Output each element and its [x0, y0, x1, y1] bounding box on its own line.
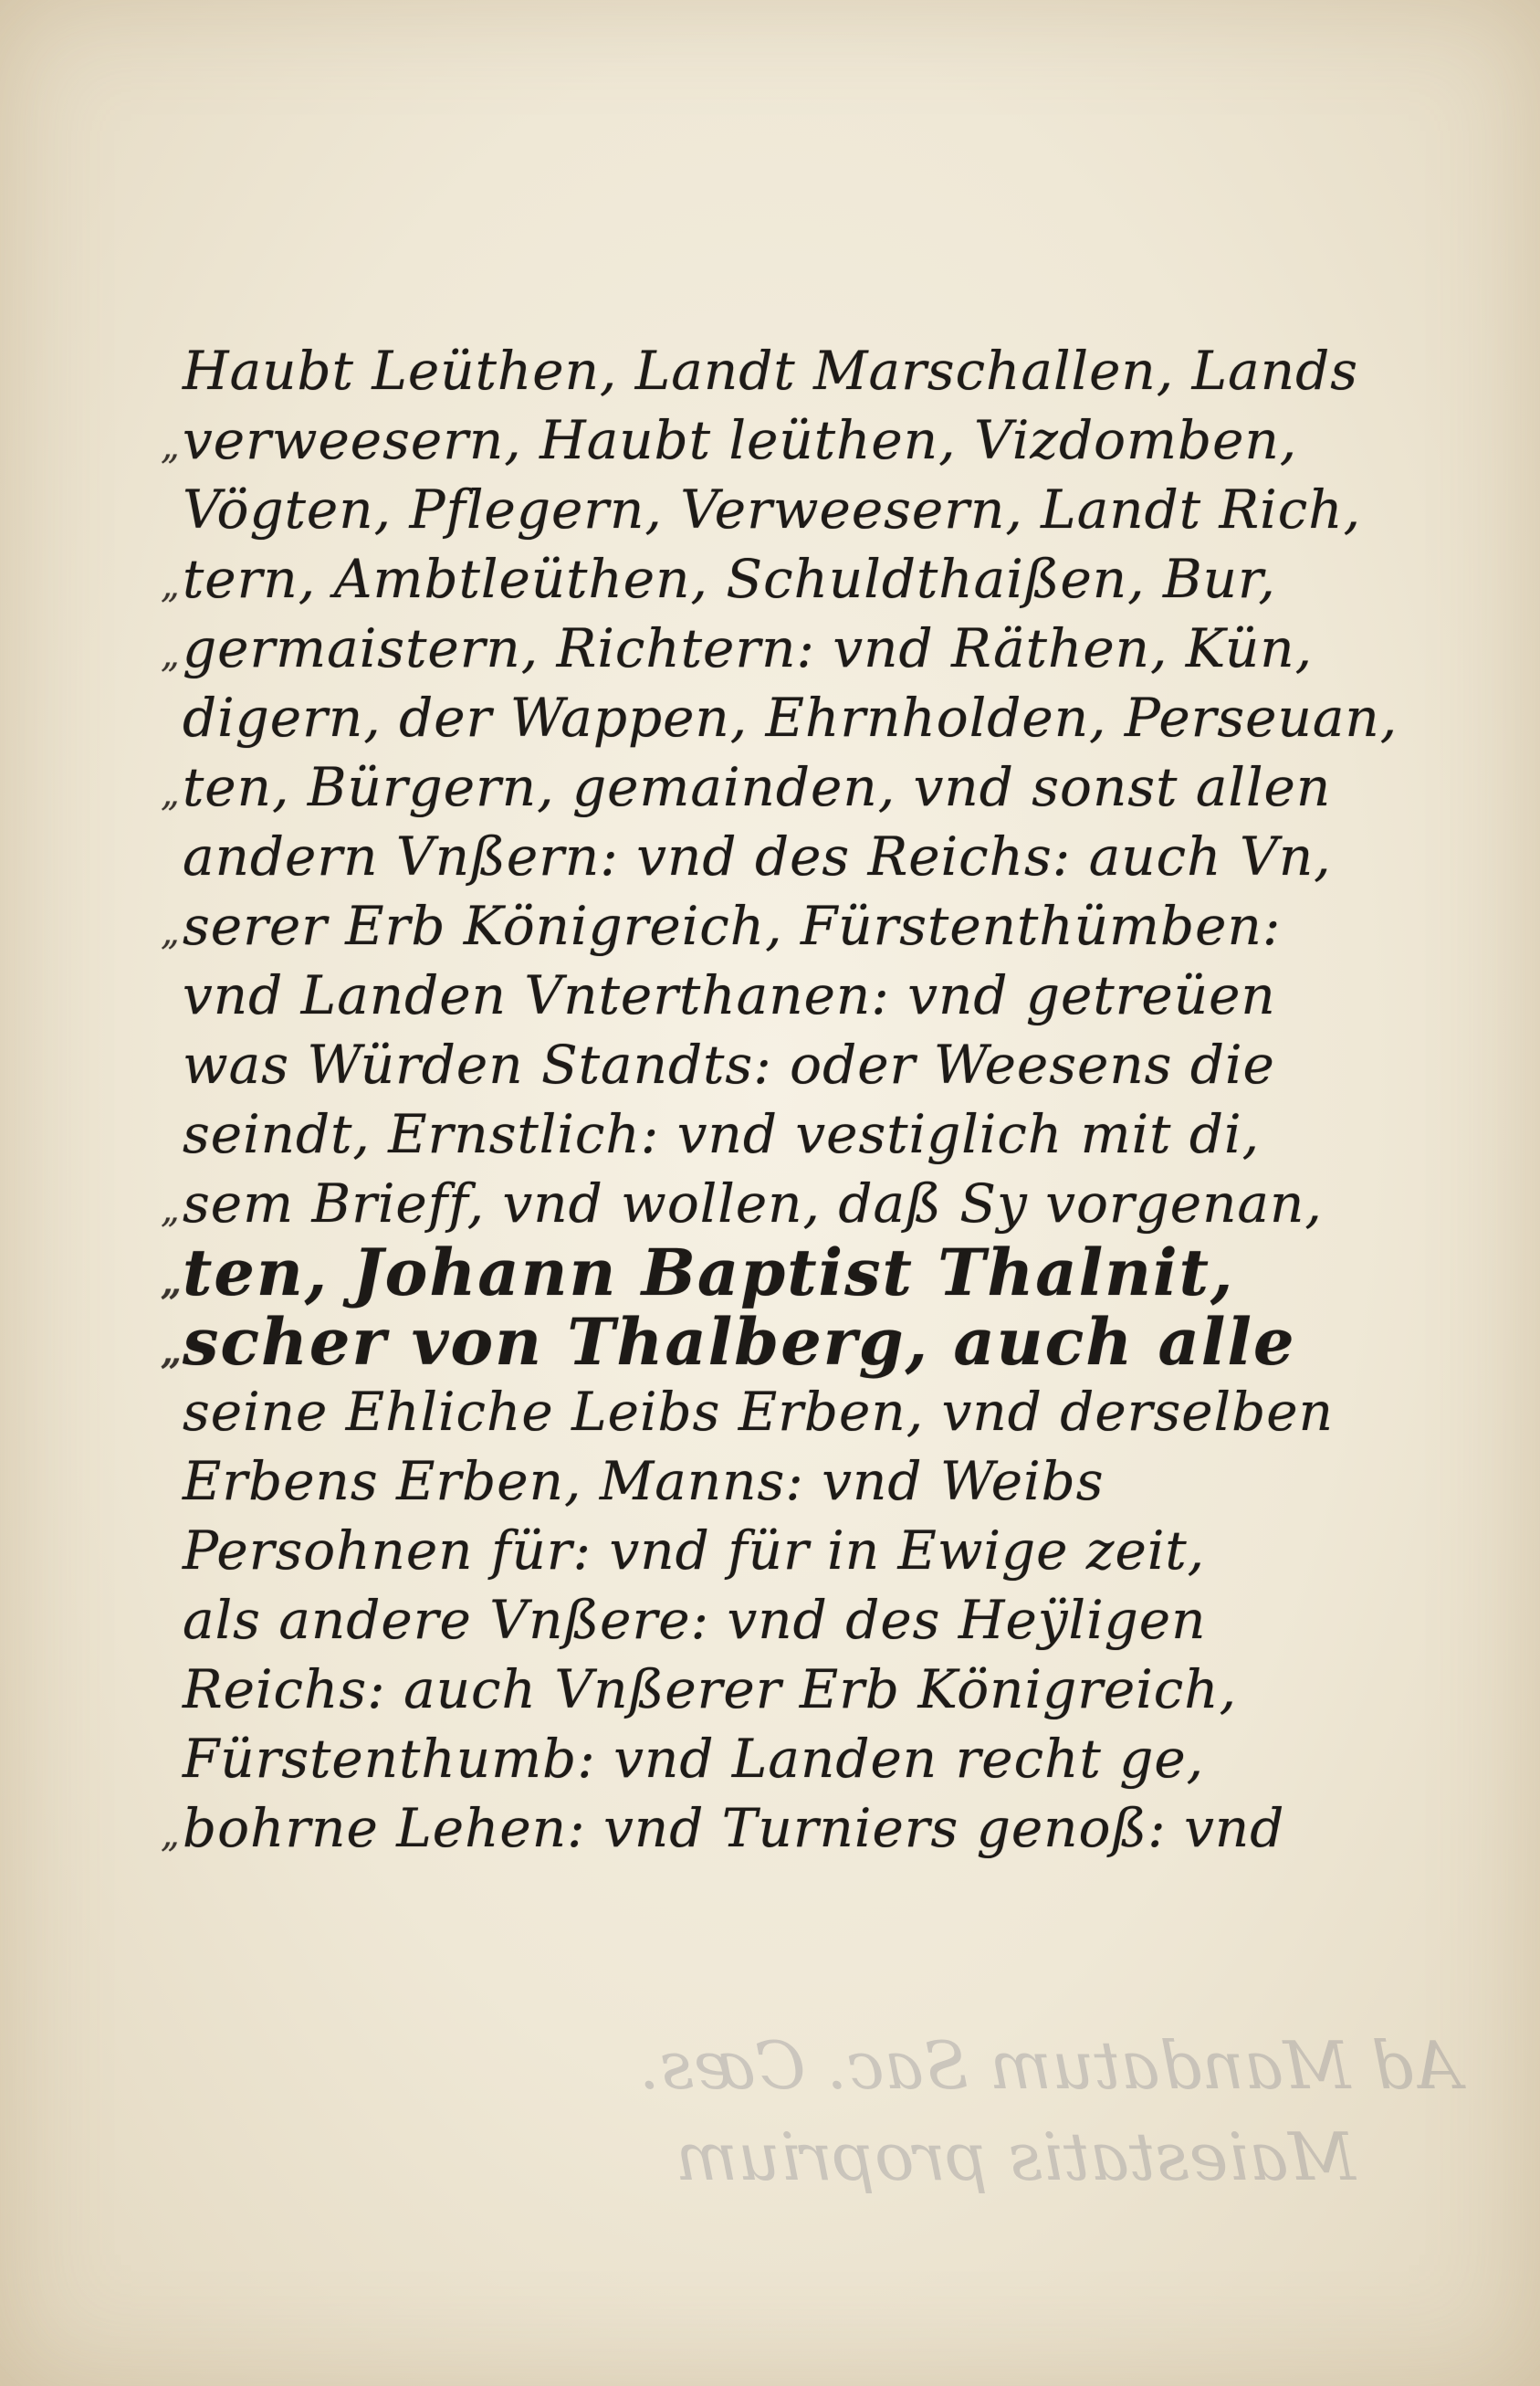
line-text: Reichs: auch Vnßerer Erb Königreich, [183, 1658, 1238, 1720]
line-text: Fürstenthumb: vnd Landen recht ge, [183, 1728, 1205, 1790]
name-line: „scher von Thalberg, auch alle [161, 1304, 1296, 1380]
text-line [183, 1099, 1369, 1169]
line-text: seindt, Ernstlich: vnd vestiglich mit di, [183, 1103, 1261, 1165]
calligraphy-text-block [161, 336, 1399, 1863]
text-line: „serer Erb Königreich, Fürstenthümben: [161, 895, 1282, 957]
show-through-line-1: Ad Mandatum Sac. Cæs. [639, 2027, 1461, 2104]
text-line [183, 1724, 1369, 1793]
show-through-reverse-text [566, 1890, 1534, 2347]
text-line: „sem Brieff, vnd wollen, daß Sy vorgenan, [161, 1172, 1323, 1235]
line-text: Haubt Leüthen, Landt Marschallen, Lands [183, 340, 1358, 402]
line-text: serer Erb Königreich, Fürstenthümben: [183, 895, 1282, 957]
line-text: tern, Ambtleüthen, Schuldthaißen, Bur, [183, 548, 1276, 610]
line-text: Vögten, Pflegern, Verweesern, Landt Rich, [183, 478, 1362, 541]
line-text: als andere Vnßere: vnd des Heÿligen [183, 1589, 1207, 1651]
show-through-line-2: Maiestatis proprium [676, 2118, 1356, 2195]
text-line [183, 1516, 1369, 1585]
text-line [183, 1446, 1369, 1516]
text-line [183, 1377, 1369, 1446]
line-text: seine Ehliche Leibs Erben, vnd derselben [183, 1381, 1334, 1443]
text-line: „tern, Ambtleüthen, Schuldthaißen, Bur, [161, 548, 1276, 610]
line-text: scher von Thalberg, auch alle [183, 1304, 1296, 1380]
line-text: Erbens Erben, Manns: vnd Weibs [183, 1450, 1105, 1512]
line-text: was Würden Standts: oder Weesens die [183, 1034, 1275, 1096]
line-text: Persohnen für: vnd für in Ewige zeit, [183, 1519, 1206, 1582]
text-line [183, 822, 1369, 891]
text-line [183, 475, 1369, 544]
text-line [183, 961, 1369, 1030]
line-text: bohrne Lehen: vnd Turniers genoß: vnd [183, 1797, 1285, 1859]
text-line: „germaistern, Richtern: vnd Räthen, Kün, [161, 617, 1314, 679]
line-text: ten, Johann Baptist Thalnit, [183, 1235, 1235, 1310]
text-line [183, 1655, 1369, 1724]
line-text: ten, Bürgern, gemainden, vnd sonst allen [183, 756, 1332, 818]
line-text: sem Brieff, vnd wollen, daß Sy vorgenan, [183, 1172, 1323, 1235]
line-text: digern, der Wappen, Ehrnholden, Perseuan, [183, 687, 1399, 749]
text-line: „verweesern, Haubt leüthen, Vizdomben, [161, 409, 1298, 471]
text-line [183, 683, 1399, 752]
text-line [183, 336, 1369, 405]
line-text: andern Vnßern: vnd des Reichs: auch Vn, [183, 825, 1332, 888]
text-line: „bohrne Lehen: vnd Turniers genoß: vnd [161, 1797, 1285, 1859]
line-text: vnd Landen Vnterthanen: vnd getreüen [183, 964, 1276, 1026]
line-text: verweesern, Haubt leüthen, Vizdomben, [183, 409, 1298, 471]
text-line [183, 1585, 1369, 1655]
text-line [183, 1030, 1369, 1099]
name-line: „ten, Johann Baptist Thalnit, [161, 1235, 1235, 1310]
line-text: germaistern, Richtern: vnd Räthen, Kün, [183, 617, 1314, 679]
text-line: „ten, Bürgern, gemainden, vnd sonst allen [161, 756, 1332, 818]
